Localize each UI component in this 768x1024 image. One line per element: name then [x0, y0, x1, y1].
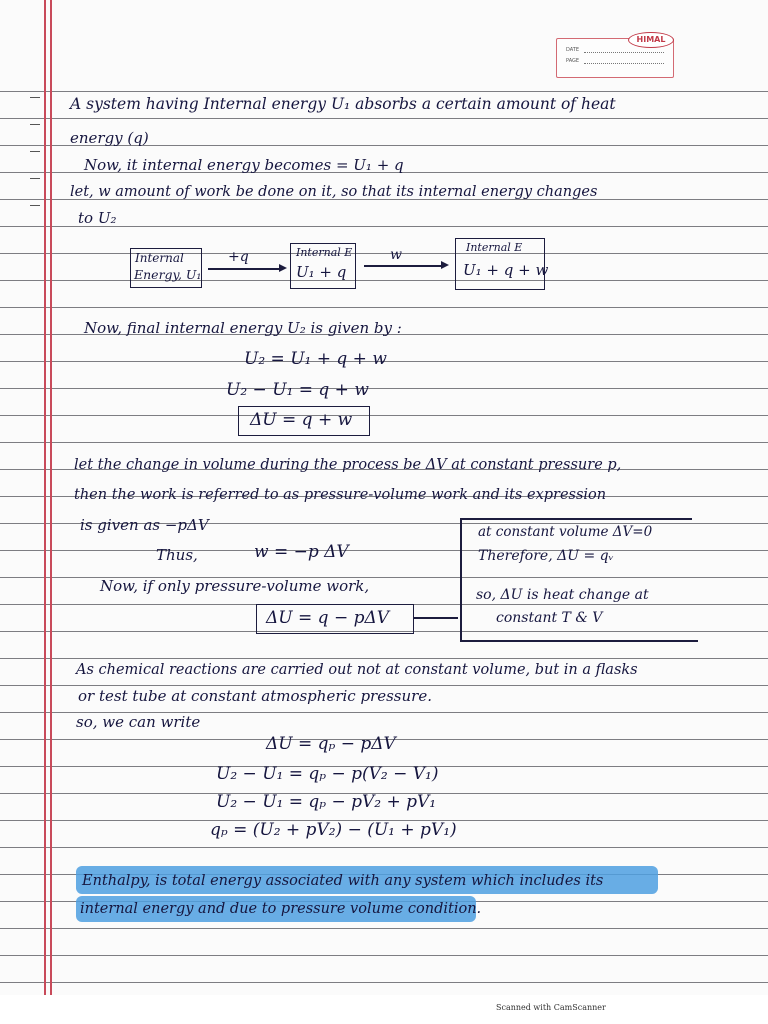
text-line: A system having Internal energy U₁ absorbs a certain amount of heat	[70, 95, 616, 113]
margin-line-inner	[50, 0, 52, 1000]
side-note-line: constant T & V	[496, 610, 603, 626]
text-line: energy (q)	[70, 129, 149, 147]
text-line: to U₂	[78, 209, 117, 227]
side-note-line: at constant volume ΔV=0	[478, 524, 653, 540]
equation: U₂ − U₁ = q + w	[226, 380, 369, 400]
equation: qₚ = (U₂ + pV₂) − (U₁ + pV₁)	[210, 820, 457, 840]
box-label: Energy, U₁	[134, 267, 202, 282]
definition-line: Enthalpy, is total energy associated with any system which includes its	[82, 873, 604, 889]
equation: w = −p ΔV	[254, 542, 349, 562]
text-line: then the work is referred to as pressure-volume work and its expression	[74, 487, 607, 503]
text-line: As chemical reactions are carried out not at constant volume, but in a flasks	[76, 662, 638, 678]
text-line: Now, it internal energy becomes = U₁ + q	[84, 156, 404, 174]
text-line: Thus,	[156, 546, 198, 564]
margin-tick	[30, 178, 40, 179]
margin-tick	[30, 205, 40, 206]
box-label: Internal E	[466, 241, 523, 254]
equation: U₂ = U₁ + q + w	[244, 349, 387, 369]
equation: U₂ − U₁ = qₚ − p(V₂ − V₁)	[216, 764, 439, 784]
date-field-line	[584, 52, 664, 53]
text-line: Now, final internal energy U₂ is given by :	[84, 319, 402, 337]
equation: ΔU = qₚ − pΔV	[266, 734, 396, 754]
arrow-head-icon	[441, 261, 449, 269]
box-label: U₁ + q	[296, 263, 347, 281]
arrow-label: w	[390, 247, 402, 263]
page-label: PAGE	[566, 58, 580, 64]
text-line: let, w amount of work be done on it, so that its internal energy changes	[70, 184, 598, 200]
side-note-line: so, ΔU is heat change at	[476, 587, 649, 603]
boxed-equation: ΔU = q − pΔV	[266, 608, 390, 628]
text-line: so, we can write	[76, 713, 201, 731]
margin-tick	[30, 151, 40, 152]
side-note-bottom-rule	[460, 640, 698, 642]
page-bottom-area	[0, 995, 768, 1024]
side-note-top-rule	[462, 518, 692, 520]
boxed-equation: ΔU = q + w	[250, 410, 353, 430]
arrow-label: +q	[228, 249, 249, 265]
date-label: DATE	[566, 47, 580, 53]
box-label: U₁ + q + w	[463, 261, 549, 279]
brand-logo: HIMAL	[628, 32, 674, 48]
side-note-connector	[414, 617, 458, 619]
text-line: is given as −pΔV	[80, 516, 209, 534]
scanner-watermark: Scanned with CamScanner	[496, 1003, 606, 1012]
text-line: Now, if only pressure-volume work,	[100, 577, 370, 595]
page-field-line	[584, 63, 664, 64]
box-label: Internal	[135, 251, 184, 265]
box-label: Internal E	[296, 246, 353, 259]
arrow-work	[364, 265, 442, 267]
arrow-heat	[208, 268, 280, 270]
definition-line: internal energy and due to pressure volume condition.	[80, 901, 482, 917]
arrow-head-icon	[279, 264, 287, 272]
margin-tick	[30, 97, 40, 98]
side-note-line: Therefore, ΔU = qᵥ	[478, 548, 614, 564]
margin-tick	[30, 124, 40, 125]
text-line: let the change in volume during the process be ΔV at constant pressure p,	[74, 457, 622, 473]
margin-line-outer	[44, 0, 46, 1000]
text-line: or test tube at constant atmospheric pressure.	[78, 687, 432, 705]
side-note-bracket	[460, 518, 462, 640]
equation: U₂ − U₁ = qₚ − pV₂ + pV₁	[216, 792, 437, 812]
